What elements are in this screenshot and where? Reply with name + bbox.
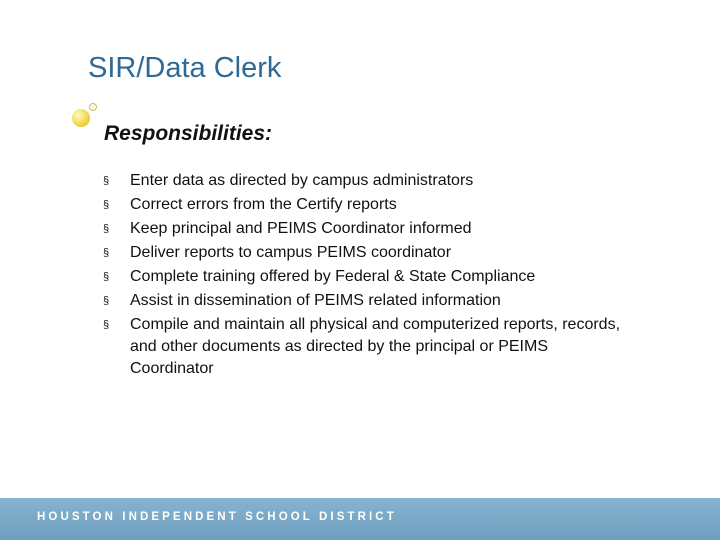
list-item-text: Enter data as directed by campus administrators — [130, 172, 474, 189]
bullet-marker-icon: § — [103, 175, 110, 187]
large-bubble-icon — [72, 109, 90, 127]
small-bubble-icon — [89, 103, 97, 111]
bullet-marker-icon: § — [103, 247, 110, 259]
bullet-marker-icon: § — [103, 223, 110, 235]
slide-title: SIR/Data Clerk — [88, 52, 282, 84]
bubble-decoration-icon — [70, 101, 104, 131]
list-item-text: Compile and maintain all physical and computerized reports, records, and other documents as directed by the principal or PEIMS Coordinator — [130, 316, 621, 377]
list-item — [103, 314, 623, 380]
footer-bar — [0, 498, 720, 540]
list-item — [103, 266, 623, 288]
list-item-text: Complete training offered by Federal & State Compliance — [130, 268, 536, 285]
bullet-marker-icon: § — [103, 295, 110, 307]
bullet-marker-icon: § — [103, 319, 110, 331]
list-item-text: Assist in dissemination of PEIMS related information — [130, 292, 501, 309]
list-item-text: Correct errors from the Certify reports — [130, 196, 397, 213]
bullet-marker-icon: § — [103, 199, 110, 211]
slide-subtitle: Responsibilities: — [104, 122, 273, 145]
list-item — [103, 290, 623, 312]
list-item — [103, 218, 623, 240]
bullet-marker-icon: § — [103, 271, 110, 283]
list-item — [103, 194, 623, 216]
organization-name: HOUSTON INDEPENDENT SCHOOL DISTRICT — [37, 511, 397, 523]
list-item — [103, 170, 623, 192]
responsibilities-list — [103, 170, 623, 382]
page-number: 10 — [663, 482, 677, 496]
list-item — [103, 242, 623, 264]
list-item-text: Deliver reports to campus PEIMS coordinator — [130, 244, 452, 261]
list-item-text: Keep principal and PEIMS Coordinator informed — [130, 220, 472, 237]
